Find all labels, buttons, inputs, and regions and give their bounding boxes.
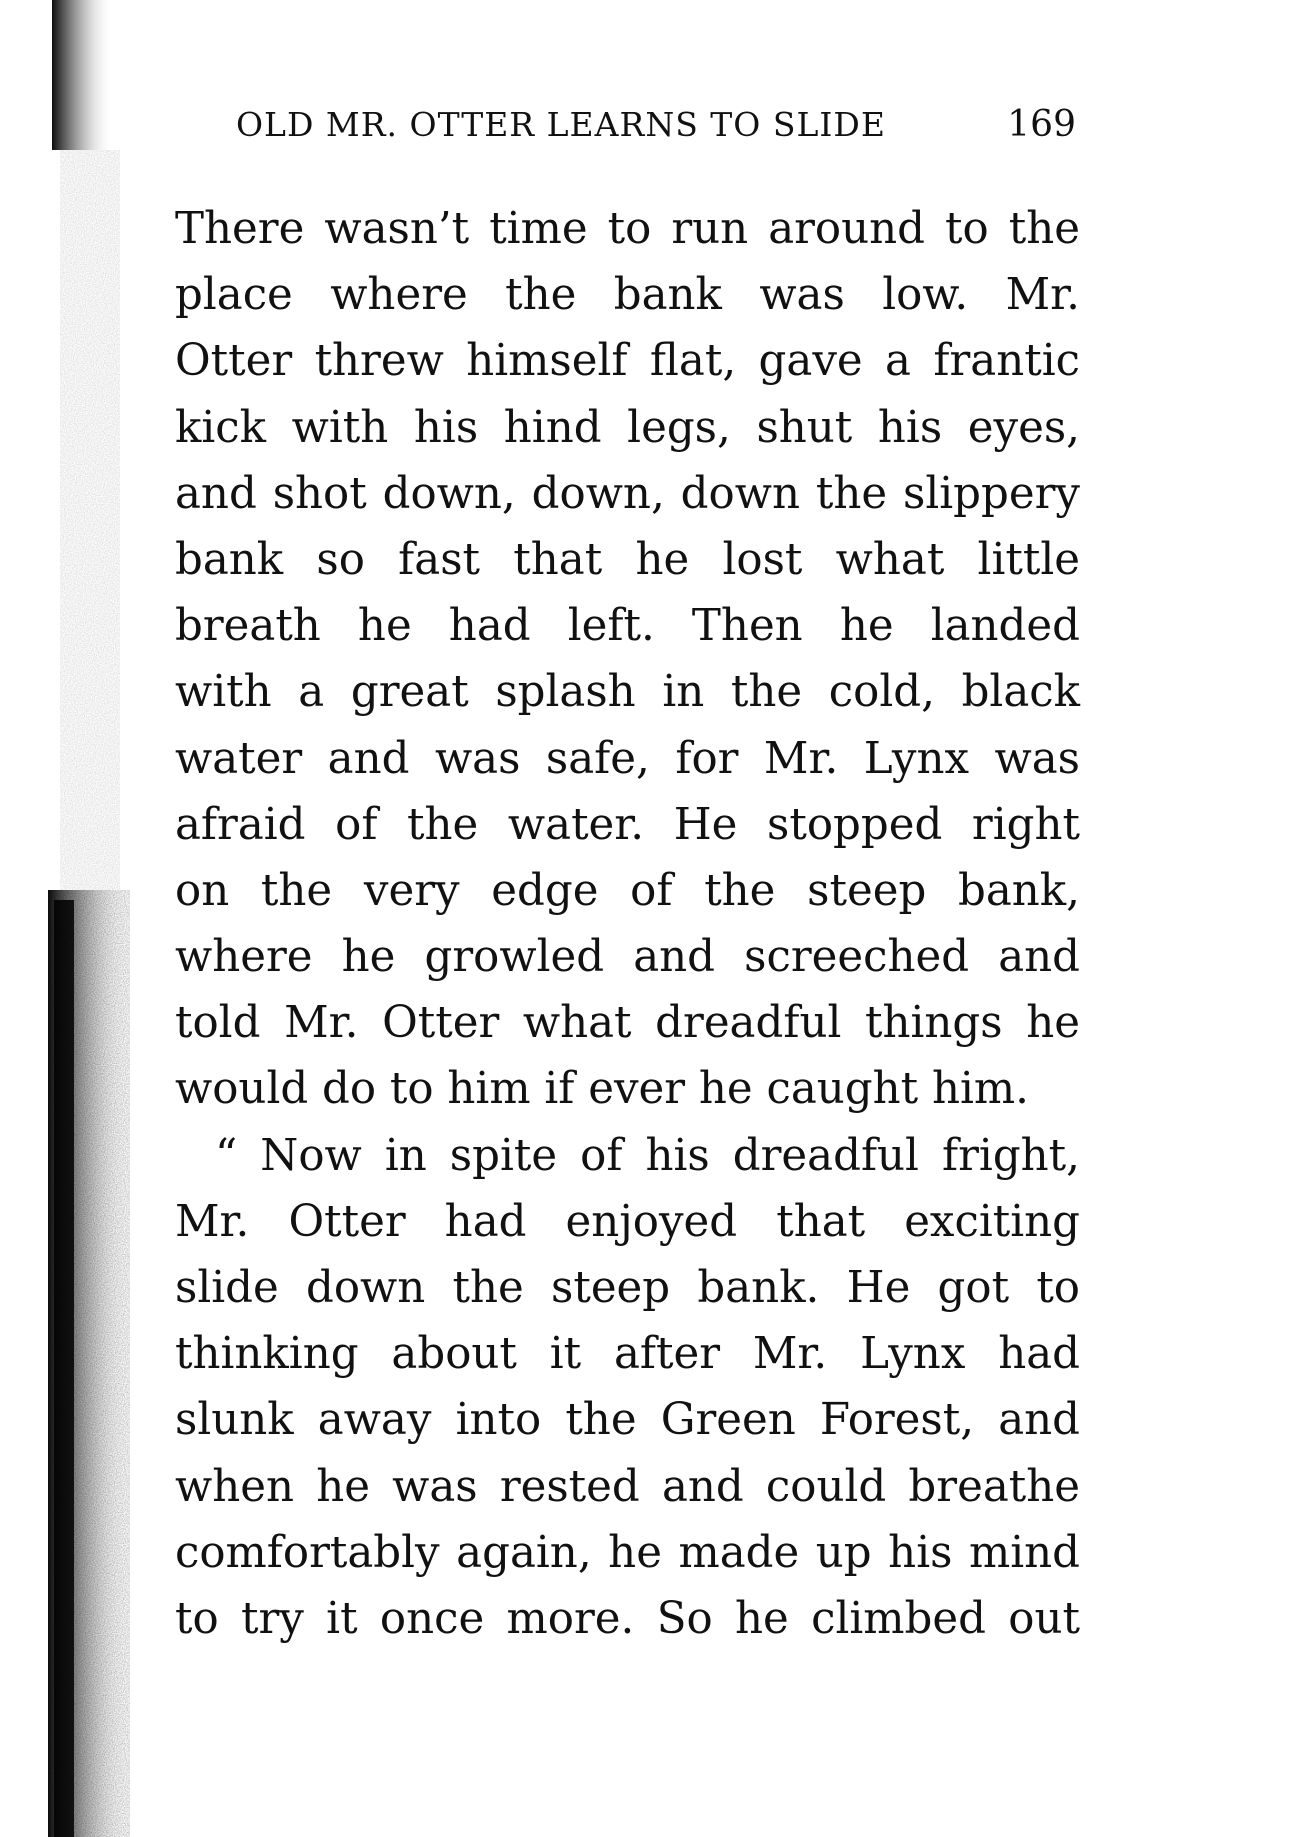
text-line: told Mr. Otter what dreadful things he (175, 998, 1080, 1049)
text-line: breath he had left. Then he landed (175, 601, 1080, 652)
running-head (236, 104, 1076, 160)
scan-binding-shadow (0, 0, 140, 1837)
text-line: Mr. Otter had enjoyed that exciting (175, 1196, 1080, 1247)
text-line: kick with his hind legs, shut his eyes, (175, 402, 1080, 453)
text-line: bank so fast that he lost what little (175, 534, 1080, 585)
page-number: 169 (1007, 104, 1076, 145)
text-line: comfortably again, he made up his mind (175, 1527, 1080, 1578)
text-line: on the very edge of the steep bank, (175, 865, 1080, 916)
text-line: Otter threw himself flat, gave a frantic (175, 336, 1080, 387)
text-line: afraid of the water. He stopped right (175, 799, 1080, 850)
text-line: place where the bank was low. Mr. (175, 270, 1080, 321)
text-line: to try it once more. So he climbed out (175, 1593, 1080, 1644)
text-line: thinking about it after Mr. Lynx had (175, 1329, 1080, 1380)
text-line: There wasn’t time to run around to the (175, 204, 1080, 254)
text-line: slide down the steep bank. He got to (175, 1263, 1080, 1313)
text-line: with a great splash in the cold, black (175, 667, 1080, 718)
text-line: slunk away into the Green Forest, and (175, 1395, 1080, 1446)
text-line: where he growled and screeched and (175, 932, 1080, 983)
text-line: “ Now in spite of his dreadful fright, (215, 1130, 1080, 1181)
body-text (175, 196, 1080, 1652)
text-line: and shot down, down, down the slippery (175, 468, 1080, 519)
text-line: water and was safe, for Mr. Lynx was (175, 733, 1080, 784)
text-line: when he was rested and could breathe (175, 1461, 1080, 1512)
text-line: would do to him if ever he caught him. (175, 1064, 1029, 1115)
running-title: OLD MR. OTTER LEARNS TO SLIDE (236, 105, 886, 144)
